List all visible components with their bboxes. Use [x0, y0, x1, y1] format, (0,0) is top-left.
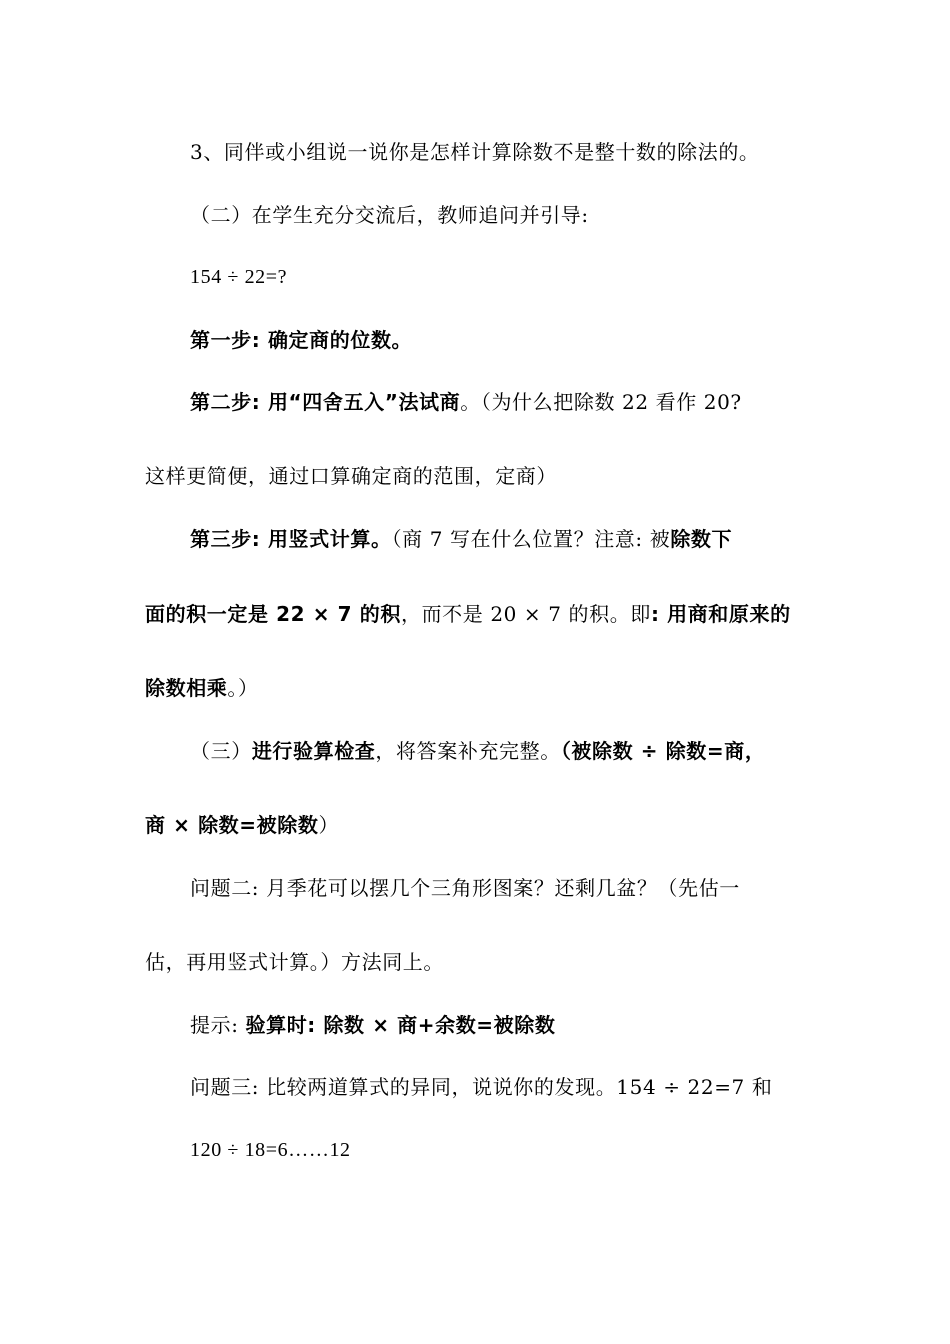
- section-heading: 进行验算检查: [251, 739, 376, 763]
- paragraph-section-2: [190, 200, 850, 230]
- emphasis-text: : 用商和原来的: [650, 602, 791, 626]
- paragraph-text: 问题二: 月季花可以摆几个三角形图案？还剩几盆？（先估一: [190, 876, 740, 900]
- step-three-continuation: [145, 599, 805, 629]
- step-two-paragraph: [190, 387, 850, 417]
- equation-text: 120 ÷ 18=6……12: [190, 1139, 351, 1161]
- hint-formula: 验算时: 除数 × 商+余数=被除数: [245, 1013, 556, 1037]
- equation-154-div-22: [190, 262, 850, 292]
- equation-120-div-18: [190, 1135, 850, 1165]
- step-three-emphasis: 除数下: [670, 527, 733, 551]
- question-three: [190, 1072, 850, 1102]
- emphasis-text: 除数相乘: [145, 676, 228, 700]
- section-number: （三）: [190, 739, 252, 763]
- paragraph-text: 3、同伴或小组说一说你是怎样计算除数不是整十数的除法的。: [190, 140, 760, 164]
- paragraph-text: 这样更简便，通过口算确定商的范围，定商）: [145, 464, 557, 488]
- paragraph-step-3: [190, 137, 850, 167]
- formula-text: （被除数 ÷ 除数=商，: [560, 739, 766, 763]
- step-three-end: [145, 673, 805, 703]
- hint-label: 提示:: [190, 1013, 246, 1037]
- step-text: 第一步: 确定商的位数。: [190, 328, 413, 352]
- step-one-heading: [190, 325, 850, 355]
- paragraph-text: ，将答案补充完整。: [375, 739, 561, 763]
- question-two: [190, 873, 850, 903]
- paragraph-text: ）: [318, 813, 340, 837]
- section-3-continuation: [145, 810, 805, 840]
- step-three-note: （商 7 写在什么位置？注意: 被: [391, 527, 671, 551]
- step-two-note: 。（为什么把除数 22 看作 20?: [460, 390, 742, 414]
- paragraph-text: ，而不是 20 × 7 的积。即: [400, 602, 651, 626]
- emphasis-text: 面的积一定是 22 × 7 的积: [145, 602, 401, 626]
- step-three-paragraph: [190, 524, 850, 554]
- equation-text: 154 ÷ 22=?: [190, 266, 288, 288]
- paragraph-section-3: [190, 736, 850, 766]
- paragraph-text: 。）: [227, 676, 259, 700]
- step-two-heading: 第二步: 用“四舍五入”法试商: [190, 390, 461, 414]
- hint-paragraph: [190, 1010, 850, 1040]
- formula-text: 商 × 除数=被除数: [145, 813, 319, 837]
- question-two-continuation: [145, 947, 805, 977]
- paragraph-text: （二）在学生充分交流后，教师追问并引导:: [190, 203, 589, 227]
- paragraph-text: 估，再用竖式计算。）方法同上。: [145, 950, 444, 974]
- step-two-continuation: [145, 461, 805, 491]
- paragraph-text: 问题三: 比较两道算式的异同，说说你的发现。154 ÷ 22=7 和: [190, 1075, 773, 1099]
- step-three-heading: 第三步: 用竖式计算。: [190, 527, 392, 551]
